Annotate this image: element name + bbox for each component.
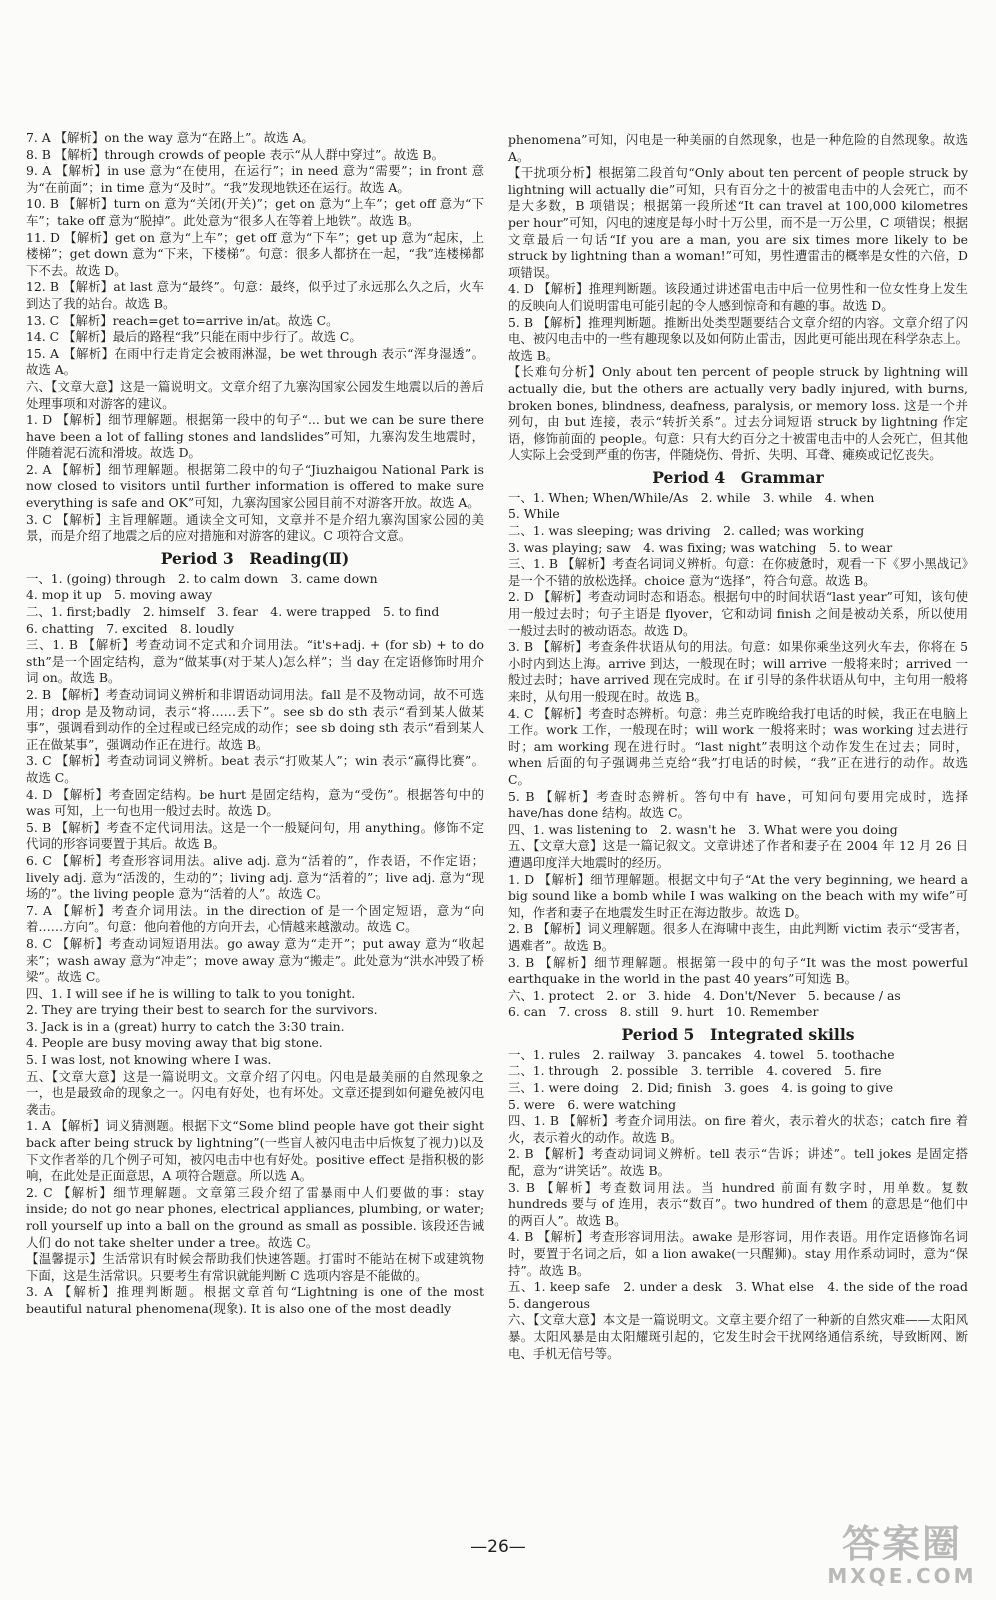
answer-paragraph: 4. D 【解析】考查固定结构。be hurt 是固定结构，意为“受伤”。根据答句中的 was 可知，上一句也用一般过去时。故选 D。 — [26, 786, 484, 819]
answer-paragraph: 2. D 【解析】考查动词时态和语态。根据句中的时间状语“last year”可知，该句使用一般过去时；句子主语是 flyover，它和动词 finish 之间是被动关系，所以使用一般过去时的被动语态。故选 D。 — [508, 589, 968, 638]
answer-paragraph: 3. A 【解析】推理判断题。根据文章首句“Lightning is one of the most beautiful natural phenomena(现象). It is also one of the most deadly — [26, 1284, 484, 1316]
answer-paragraph: 三、1. were doing 2. Did; finish 3. goes 4. is going to give — [508, 1080, 894, 1096]
answer-paragraph: 二、1. was sleeping; was driving 2. called; was working — [508, 523, 865, 539]
answer-paragraph: 二、1. through 2. possible 3. terrible 4. covered 5. fire — [508, 1063, 882, 1079]
answer-paragraph: 2. B 【解析】考查动词词义辨析。tell 表示“告诉；讲述”。tell jokes 是固定搭配，意为“讲笑话”。故选 B。 — [508, 1146, 968, 1179]
left-column — [26, 130, 484, 1318]
answer-paragraph: 14. C 【解析】最后的路程“我”只能在雨中步行了。故选 C。 — [26, 329, 362, 345]
answer-paragraph: 1. A 【解析】词义猜测题。根据下文“Some blind people have got their sight back after being struck by lightning”(一些盲人被闪电击中后恢复了视力)以及下文作者举的几个例子可知，被闪电击中也有好处。positive effect 是指积极的影响，在此处是正面意思，A 项符合题意。所以选 A。 — [26, 1118, 484, 1184]
answer-paragraph: 9. A 【解析】in use 意为“在使用，在运行”；in need 意为“需要”；in front 意为“在前面”；in time 意为“及时”。“我”发现地铁还在运行。故选 A。 — [26, 163, 484, 195]
answer-paragraph: 5. B 【解析】推理判断题。推断出处类型题要结合文章介绍的内容。文章介绍了闪电、被闪电击中的一些有趣现象以及如何防止雷击，因此更可能出现在科学杂志上。故选 B。 — [508, 314, 968, 363]
answer-paragraph: 一、1. When; When/While/As 2. while 3. while 4. when — [508, 489, 875, 505]
answer-paragraph: 4. D 【解析】推理判断题。该段通过讲述雷电击中后一位男性和一位女性身上发生的反映向人们说明雷电可能引起的令人感到惊奇和有趣的事。故选 D。 — [508, 281, 968, 313]
answer-paragraph: 6. C 【解析】考查形容词用法。alive adj. 意为“活着的”，作表语，不作定语；lively adj. 意为“活泼的，生动的”；living adj. 意为“活着的”；live adj. 意为“现场的”。the living people 意为“活着的人”。故选 C。 — [26, 852, 484, 902]
answer-paragraph: 4. People are busy moving away that big stone. — [26, 1035, 323, 1051]
answer-paragraph: 五、1. keep safe 2. under a desk 3. What else 4. the side of the road 5. dangerous — [508, 1279, 981, 1311]
section-heading: Period 3 Reading(Ⅱ) — [160, 548, 350, 568]
answer-paragraph: 2. B 【解析】考查动词词义辨析和非谓语动词用法。fall 是不及物动词，故不可选用；drop 是及物动词，表示“将……丢下”。see sb do sth 表示“看到某人做某事”，强调看到动作的全过程或已经完成的动作；see sb doing sth 表示“看到某人正在做某事”，强调动作正在进行。故选 B。 — [26, 687, 484, 752]
answer-paragraph: 10. B 【解析】turn on 意为“关闭(开关)”；get on 意为“上车”；get off 意为“下车”；take off 意为“脱掉”。此处意为“很多人在等着上地铁”。故选 B。 — [26, 196, 484, 228]
answer-paragraph: 三、1. B 【解析】考查动词不定式和介词用法。“it's+adj. + (for sb) + to do sth”是一个固定结构，意为“做某事(对于某人)怎么样”；当 day 在定语修饰时用介词 on。故选 B。 — [26, 637, 484, 686]
right-column — [508, 132, 981, 1362]
answer-paragraph: 【干扰项分析】根据第二段首句“Only about ten percent of people struck by lightning will actually die”可知，只有百分之十的被雷电击中的人会死亡，而不是大多数，B 项错误；根据第一段所述“It can travel at 100,000 kilometres per hour”可知，闪电的速度是每小时十万公里，而不是一万公里，C 项错误；根据文章最后一句话“If you are a man, you are six times more likely to be struck by lightning than a woman!”可知，男性遭雷击的概率是女性的六倍，D 项错误。 — [508, 165, 968, 280]
answer-paragraph: 2. B 【解析】词义理解题。很多人在海啸中丧生，由此判断 victim 表示“受害者，遇难者”。故选 B。 — [508, 921, 968, 953]
answer-paragraph: 12. B 【解析】at last 意为“最终”。句意：最终，似乎过了永远那么久之后，火车到达了我的站台。故选 B。 — [26, 279, 484, 311]
answer-paragraph: 4. mop it up 5. moving away — [26, 587, 213, 603]
answer-paragraph: 8. C 【解析】考查动词短语用法。go away 意为“走开”；put away 意为“收起来”；wash away 意为“冲走”；move away 意为“搬走”。此处意为“洪水冲毁了桥梁”。故选 C。 — [26, 935, 484, 985]
answer-paragraph: 四、1. I will see if he is willing to talk to you tonight. — [26, 985, 356, 1001]
answer-paragraph: 4. B 【解析】考查形容词用法。awake 是形容词，用作表语。用作定语修饰名词时，要置于名词之后，如 a lion awake(一只醒狮)。stay 用作系动词时，意为“保持”。故选 B。 — [508, 1229, 968, 1278]
answer-paragraph: 3. C 【解析】主旨理解题。通读全文可知，文章并不是介绍九寨沟国家公园的美景，而是介绍了地震之后的应对措施和对游客的建议。C 项符合文意。 — [26, 511, 484, 544]
answer-paragraph: 五、【文章大意】这是一篇说明文。文章介绍了闪电。闪电是最美丽的自然现象之一，也是最致命的现象之一。闪电有好处，也有坏处。文章还提到如何避免被闪电袭击。 — [26, 1068, 484, 1117]
answer-paragraph: 【长难句分析】Only about ten percent of people struck by lightning will actually die, but the others are actually very badly injured, with burns, broken bones, blindness, deafness, paralysis, or memory loss. 这是一个并列句，由 but 连接，表示“转折关系”。过去分词短语 struck by lightning 作定语，修饰前面的 people。句意：只有大约百分之十被雷电击中的人会死亡，但其他人实际上会受到严重的伤害，伴随烧伤、骨折、失明、耳聋、瘫痪或记忆丧失。 — [508, 364, 968, 463]
answer-paragraph: 11. D 【解析】get on 意为“上车”；get off 意为“下车”；get up 意为“起床，上楼梯”；get down 意为“下来，下楼梯”。句意：很多人都挤在一起，“我”连楼梯都下不去。故选 D。 — [26, 229, 484, 278]
answer-paragraph: 六、【文章大意】这是一篇说明文。文章介绍了九寨沟国家公园发生地震以后的善后处理事项和对游客的建议。 — [26, 378, 484, 411]
answer-paragraph: 5. were 6. were watching — [508, 1096, 677, 1112]
answer-paragraph: 4. C 【解析】考查时态辨析。句意：弗兰克昨晚给我打电话的时候，我正在电脑上工作。work 工作，一般现在时；will work 一般将来时；was working 过去进行时；am working 现在进行时。“last night”表明这个动作发生在过去；同时，when 后面的句子强调弗兰克给“我”打电话的时候，“我”正在进行的动作。故选 C。 — [508, 705, 968, 787]
answer-paragraph: 四、1. was listening to 2. wasn't he 3. What were you doing — [508, 821, 898, 837]
answer-paragraph: 7. A 【解析】考查介词用法。in the direction of 是一个固定短语，意为“向着……方向”。句意：他向着他的方向开去，心情越来越激动。故选 C。 — [26, 902, 484, 935]
answer-paragraph: 3. B 【解析】考查数词用法。当 hundred 前面有数字时，用单数。复数 hundreds 要与 of 连用，表示“数百”。two hundred of them 的意思是“他们中的两百人”。故选 B。 — [508, 1179, 968, 1228]
answer-paragraph: 五、【文章大意】这是一篇记叙文。文章讲述了作者和妻子在 2004 年 12 月 26 日遭遇印度洋大地震时的经历。 — [508, 838, 968, 870]
watermark-top: 答案圈 — [841, 1522, 962, 1566]
answer-paragraph: 5. I was lost, not knowing where I was. — [26, 1052, 272, 1068]
answer-paragraph: 一、1. (going) through 2. to calm down 3. came down — [26, 570, 378, 586]
watermark-logo — [822, 1524, 982, 1594]
answer-paragraph: 15. A 【解析】在雨中行走肯定会被雨淋湿，be wet through 表示“浑身湿透”。故选 A。 — [26, 345, 484, 378]
answer-paragraph: 1. D 【解析】细节理解题。根据第一段中的句子“... but we can be sure there have been a lot of falling stones and landslides”可知，九寨沟发生地震时，伴随着泥石流和滑坡。故选 D。 — [26, 412, 484, 461]
section-heading: Period 4 Grammar — [652, 467, 824, 487]
answer-paragraph: 3. B 【解析】细节理解题。根据第一段中的句子“It was the most powerful earthquake in the world in the past 40 years”可知选 B。 — [508, 954, 968, 987]
answer-paragraph: 6. can 7. cross 8. still 9. hurt 10. Remember — [508, 1004, 819, 1020]
answer-paragraph: 7. A 【解析】on the way 意为“在路上”。故选 A。 — [26, 130, 314, 145]
answer-paragraph: 6. chatting 7. excited 8. loudly — [26, 620, 234, 636]
answer-paragraph: 3. C 【解析】考查动词词义辨析。beat 表示“打败某人”；win 表示“赢得比赛”。故选 C。 — [26, 753, 484, 785]
answer-paragraph: 六、1. protect 2. or 3. hide 4. Don't/Never 5. because / as — [508, 987, 901, 1003]
answer-paragraph: 三、1. B 【解析】考查名词词义辨析。句意：在你疲惫时，观看一下《罗小黑战记》是一个不错的放松选择。choice 意为“选择”，符合句意。故选 B。 — [508, 556, 968, 588]
answer-paragraph: 2. They are trying their best to search for the survivors. — [26, 1002, 378, 1018]
section-heading: Period 5 Integrated skills — [621, 1024, 855, 1044]
page-number: —26— — [470, 1537, 526, 1557]
answer-paragraph: phenomena”可知，闪电是一种美丽的自然现象，也是一种危险的自然现象。故选 A。 — [508, 132, 968, 164]
answer-paragraph: 13. C 【解析】reach=get to=arrive in/at。故选 C。 — [26, 312, 339, 328]
answer-paragraph: 2. C 【解析】细节理解题。文章第三段介绍了雷暴雨中人们要做的事：stay inside; do not go near phones, electrical appliances, plumbing, or water; roll yourself up into a ball on the ground as small as possible. 该段还告诫人们 do not take shelter under a tree。故选 C。 — [26, 1184, 484, 1250]
watermark-bottom: MXQE.COM — [827, 1564, 977, 1588]
answer-paragraph: 二、1. first;badly 2. himself 3. fear 4. were trapped 5. to find — [26, 604, 440, 620]
answer-paragraph: 5. B 【解析】考查时态辨析。答句中有 have，可知问句要用完成时，选择 have/has done 结构。故选 C。 — [508, 788, 968, 821]
answer-paragraph: 【温馨提示】生活常识有时候会帮助我们快速答题。打雷时不能站在树下或建筑物下面，这是生活常识。只要考生有常识就能判断 C 选项内容是不能做的。 — [26, 1251, 484, 1283]
answer-paragraph: 8. B 【解析】through crowds of people 表示“从人群中穿过”。故选 B。 — [26, 146, 444, 162]
answer-paragraph: 5. While — [508, 506, 560, 522]
answer-paragraph: 一、1. rules 2. railway 3. pancakes 4. towel 5. toothache — [508, 1046, 895, 1062]
answer-paragraph: 1. D 【解析】细节理解题。根据文中句子“At the very beginning, we heard a big sound like a bomb while I was walking on the beach with my wife”可知，作者和妻子在地震发生时正在海边散步。故选 D。 — [508, 871, 968, 920]
answer-paragraph: 六、【文章大意】本文是一篇说明文。文章主要介绍了一种新的自然灾难——太阳风暴。太阳风暴是由太阳耀斑引起的，它发生时会干扰网络通信系统，导致断网、断电、手机无信号等。 — [508, 1312, 968, 1361]
answer-paragraph: 5. B 【解析】考查不定代词用法。这是一个一般疑问句，用 anything。修饰不定代词的形容词要置于其后。故选 B。 — [26, 819, 484, 852]
answer-paragraph: 2. A 【解析】细节理解题。根据第二段中的句子“Jiuzhaigou National Park is now closed to visitors until further information is offered to make sure everything is safe and OK”可知，九寨沟国家公园目前不对游客开放。故选 A。 — [26, 461, 484, 511]
answer-paragraph: 3. B 【解析】考查条件状语从句的用法。句意：如果你乘坐这列火车去，你将在 5 小时内到达上海。arrive 到达，一般现在时；will arrive 一般将来时；arrived 一般过去时；have arrived 现在完成时。在 if 引导的条件状语从句中，主句用一般将来时，从句用一般现在时。故选 B。 — [508, 639, 968, 704]
answer-paragraph: 3. Jack is in a (great) hurry to catch the 3:30 train. — [26, 1018, 345, 1034]
answer-paragraph: 3. was playing; saw 4. was fixing; was watching 5. to wear — [508, 539, 893, 555]
answer-paragraph: 四、1. B 【解析】考查介词用法。on fire 着火，表示着火的状态；catch fire 着火，表示着火的动作。故选 B。 — [508, 1113, 968, 1145]
